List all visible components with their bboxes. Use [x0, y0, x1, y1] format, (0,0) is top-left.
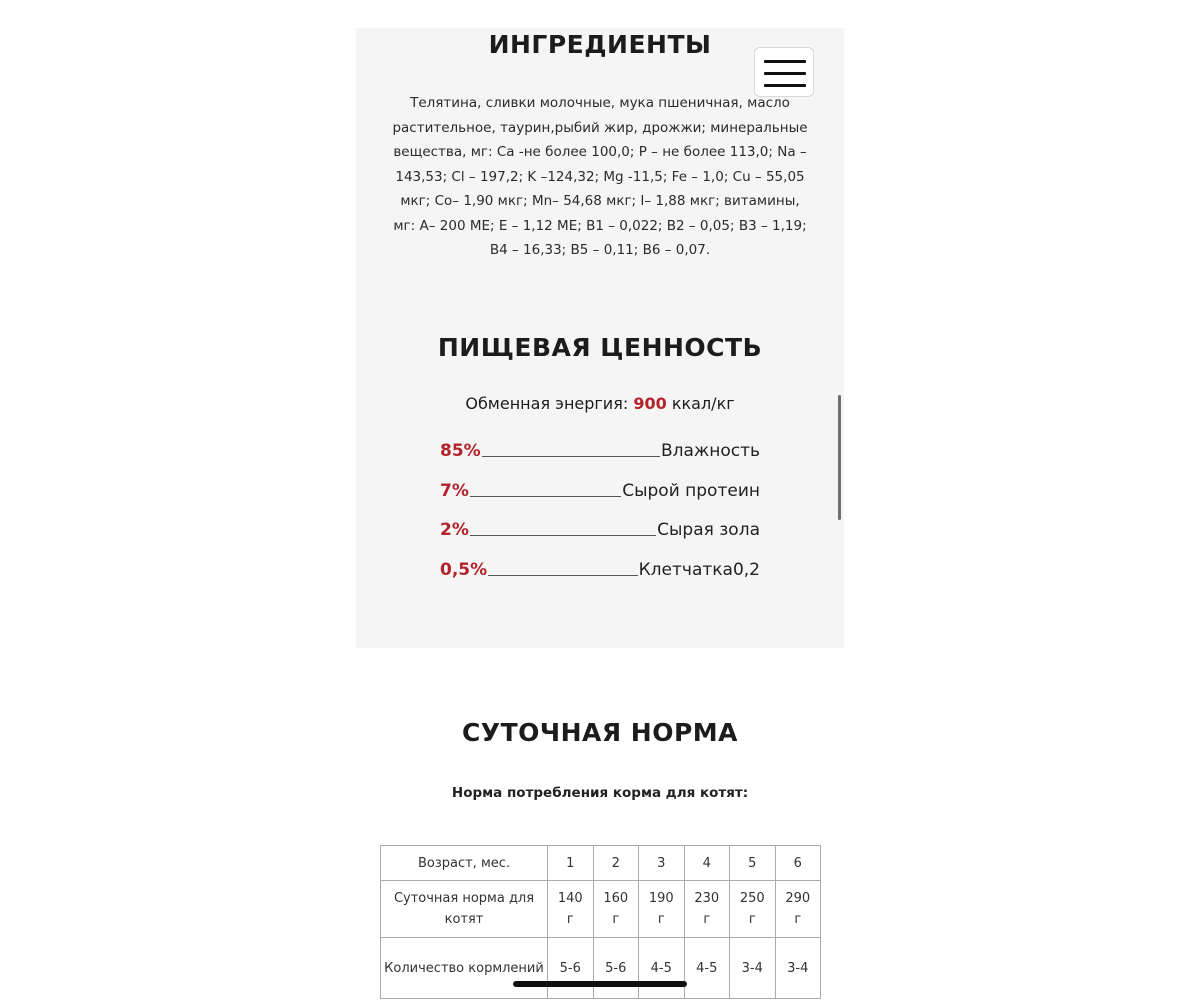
table-cell [730, 881, 776, 938]
ingredients-line: мкг; Co– 1,90 мкг; Mn– 54,68 мкг; I– 1,88 мкг; витамины, [400, 193, 800, 209]
table-cell: Возраст, мес. [381, 846, 548, 881]
table-cell [775, 881, 821, 938]
table-cell: Количество кормлений [381, 938, 548, 999]
nutrient-name: Клетчатка0,2 [638, 560, 760, 580]
table-cell: 4 [684, 846, 730, 881]
menu-bar-middle [764, 72, 806, 75]
home-indicator[interactable] [513, 981, 687, 987]
table-cell: 5-6 [548, 938, 594, 999]
ingredients-line: В4 – 16,33; В5 – 0,11; В6 – 0,07. [489, 242, 711, 258]
nutrient-row-fiber [440, 554, 760, 580]
ingredients-text [378, 91, 822, 263]
norm-amount: 230 [694, 891, 720, 906]
energy-label: Обменная энергия: [465, 394, 629, 413]
nutrient-name: Сырой протеин [622, 481, 760, 501]
ingredients-line: растительное, таурин,рыбий жир, дрожжи; минеральные [392, 119, 808, 136]
table-cell [593, 881, 639, 938]
norm-unit: г [612, 912, 620, 927]
nutrient-row-protein [440, 475, 760, 501]
table-row [381, 938, 821, 999]
table-cell [548, 881, 594, 938]
menu-bar-top [764, 60, 806, 63]
ingredients-line: Телятина, сливки молочные, мука пшеничная, масло [410, 95, 790, 111]
norm-amount: 250 [739, 891, 765, 906]
table-cell: 4-5 [639, 938, 685, 999]
daily-norm-title: СУТОЧНАЯ НОРМА [461, 718, 739, 747]
daily-norm-table [380, 845, 821, 999]
table-cell: 3 [639, 846, 685, 881]
norm-amount: 290 [785, 891, 811, 906]
norm-amount: 190 [648, 891, 674, 906]
table-row [381, 846, 821, 881]
nutrient-name: Сырая зола [657, 520, 760, 540]
energy-value: 900 [633, 394, 667, 413]
nutrient-value: 85% [440, 441, 481, 461]
table-cell [684, 881, 730, 938]
norm-unit: г [703, 912, 711, 927]
table-row [381, 881, 821, 938]
norm-unit: г [748, 912, 756, 927]
energy-unit: ккал/кг [671, 394, 735, 413]
table-cell: 6 [775, 846, 821, 881]
energy-line [356, 394, 844, 413]
table-cell: 5 [730, 846, 776, 881]
nutrient-value: 7% [440, 481, 469, 501]
table-cell: 3-4 [775, 938, 821, 999]
norm-unit: г [657, 912, 665, 927]
table-cell: 4-5 [684, 938, 730, 999]
nutrient-leader-line [470, 534, 656, 536]
table-cell: Суточная норма для котят [381, 881, 548, 938]
nutrient-leader-line [488, 574, 637, 576]
table-cell: 5-6 [593, 938, 639, 999]
ingredients-line: мг: А– 200 МЕ; Е – 1,12 МЕ; В1 – 0,022; В2 – 0,05; В3 – 1,19; [393, 217, 807, 234]
table-cell: 1 [548, 846, 594, 881]
nutrient-value: 2% [440, 520, 469, 540]
nutrient-name: Влажность [660, 441, 760, 461]
norm-unit: г [794, 912, 802, 927]
ingredients-title: ИНГРЕДИЕНТЫ [488, 30, 712, 59]
norm-amount: 140 [557, 891, 583, 906]
table-cell: 2 [593, 846, 639, 881]
nutrient-row-ash [440, 514, 760, 540]
norm-unit: г [566, 912, 574, 927]
ingredients-line: вещества, мг: Са -не более 100,0; Р – не более 113,0; Na – [393, 144, 807, 160]
nutrition-title: ПИЩЕВАЯ ЦЕННОСТЬ [437, 333, 763, 362]
nutrient-row-moisture [440, 435, 760, 461]
scrollbar[interactable] [838, 395, 841, 520]
menu-bar-bottom [764, 84, 806, 87]
nutrient-value: 0,5% [440, 560, 488, 580]
ingredients-line: 143,53; Cl – 197,2; K –124,32; Mg -11,5; Fe – 1,0; Cu – 55,05 [395, 168, 805, 185]
norm-amount: 160 [603, 891, 629, 906]
hamburger-menu-icon[interactable] [754, 47, 814, 97]
daily-norm-subtitle: Норма потребления корма для котят: [451, 785, 749, 801]
table-cell: 3-4 [730, 938, 776, 999]
nutrient-leader-line [470, 495, 621, 497]
nutrient-leader-line [482, 455, 660, 457]
table-cell [639, 881, 685, 938]
